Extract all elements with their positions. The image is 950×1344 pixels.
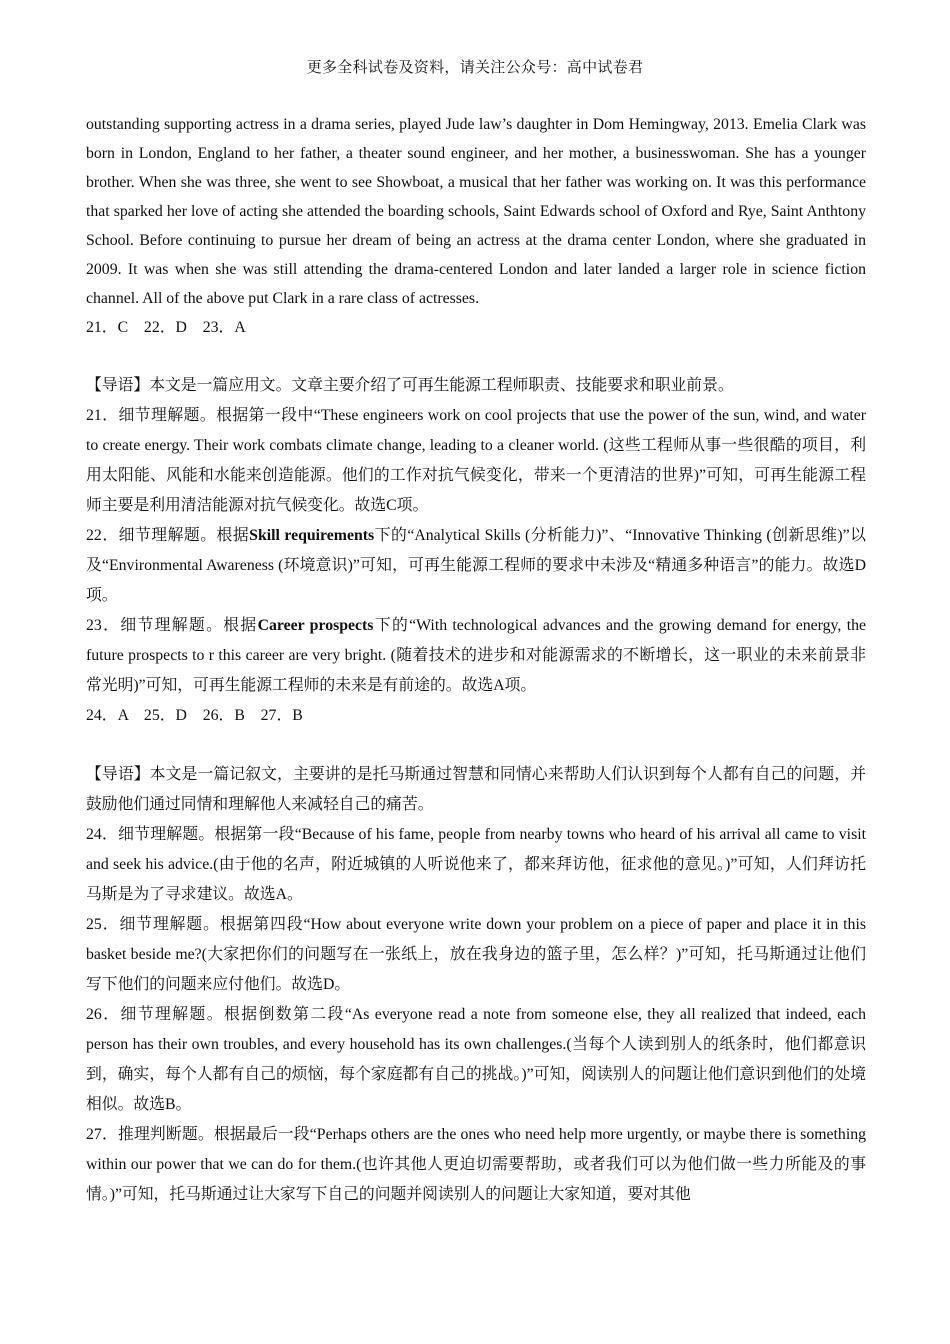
explanation-q25: 25．细节理解题。根据第四段“How about everyone write down your problem on a piece of paper and place it in this basket beside me?(大家把你们的问题写在一张纸上，放在我身边的篮子里，怎么样？)”可知，托马斯通过让他们写下他们的问题来应付他们。故选D。 [86,916,866,993]
guide-section-2: 【导语】本文是一篇记叙文，主要讲的是托马斯通过智慧和同情心来帮助人们认识到每个人都有自己的问题，并鼓励他们通过同情和理解他人来减轻自己的痛苦。 [86,766,866,813]
explanation-q26: 26．细节理解题。根据倒数第二段“As everyone read a note from someone else, they all realized that indeed, each person has their own troubles, and every household has its own challenges.(当每个人读到别人的纸条时，他们都意识到，确实，每个人都有自己的烦恼，每个家庭都有自己的挑战。)”可知，阅读别人的问题让他们意识到他们的处境相似。故选B。 [86,1006,866,1113]
section-gap [86,342,866,371]
guide-section-1: 【导语】本文是一篇应用文。文章主要介绍了可再生能源工程师职责、技能要求和职业前景。 [86,377,734,394]
answers-24-27: 24．A 25．D 26．B 27．B [86,707,303,724]
q22-rest: 下的“Analytical Skills (分析能力)”、“Innovative Thinking (创新思维)”以及“Environmental Awareness (环境意识)”可知，可再生能源工程师的要求中未涉及“精通多种语言”的能力。故选D项。 [86,527,866,604]
answers-21-23: 21．C 22．D 23．A [86,319,246,336]
section-gap [86,731,866,760]
q22-prefix: 22．细节理解题。根据 [86,527,250,544]
explanation-q27: 27．推理判断题。根据最后一段“Perhaps others are the ones who need help more urgently, or maybe there is something within our power that we can do for them.(也许其他人更迫切需要帮助，或者我们可以为他们做一些力所能及的事情。)”可知，托马斯通过让大家写下自己的问题并阅读别人的问题让大家知道，要对其他 [86,1126,866,1203]
explanation-q21: 21．细节理解题。根据第一段中“These engineers work on cool projects that use the power of the sun, wind, and water to create energy. Their work combats climate change, leading to a cleaner world. (这些工程师从事一些很酷的项目，利用太阳能、风能和水能来创造能源。他们的工作对抗气候变化，带来一个更清洁的世界)”可知，可再生能源工程师主要是利用清洁能源对抗气候变化。故选C项。 [86,407,866,514]
passage-end-paragraph: outstanding supporting actress in a drama series, played Jude law’s daughter in Dom Hemingway, 2013. Emelia Clark was born in London, England to her father, a theater sound engineer, and her mother, a businesswoman. She has a younger brother. When she was three, she went to see Showboat, a musical that her father was working on. It was this performance that sparked her love of acting she attended the boarding schools, Saint Edwards school of Oxford and Rye, Saint Anthtony School. Before continuing to pursue her dream of being an actress at the drama center London, where she graduated in 2009. It was when she was still attending the drama-centered London and later landed a larger role in science fiction channel. All of the above put Clark in a rare class of actresses. [86,116,866,307]
q23-prefix: 23．细节理解题。根据 [86,617,258,634]
document-body [86,110,866,1210]
q23-rest: 下的“With technological advances and the growing demand for energy, the future prospects to r this career are very bright. (随着技术的进步和对能源需求的不断增长，这一职业的未来前景非常光明)”可知，可再生能源工程师的未来是有前途的。故选A项。 [86,617,866,694]
page-header: 更多全科试卷及资料，请关注公众号：高中试卷君 [306,60,644,76]
q22-bold-heading: Skill requirements [249,527,375,544]
explanation-q22 [86,521,866,611]
explanation-q23 [86,611,866,701]
q23-bold-heading: Career prospects [257,617,374,634]
explanation-q24: 24．细节理解题。根据第一段“Because of his fame, people from nearby towns who heard of his arrival all came to visit and seek his advice.(由于他的名声，附近城镇的人听说他来了，都来拜访他，征求他的意见。)”可知，人们拜访托马斯是为了寻求建议。故选A。 [86,826,866,903]
